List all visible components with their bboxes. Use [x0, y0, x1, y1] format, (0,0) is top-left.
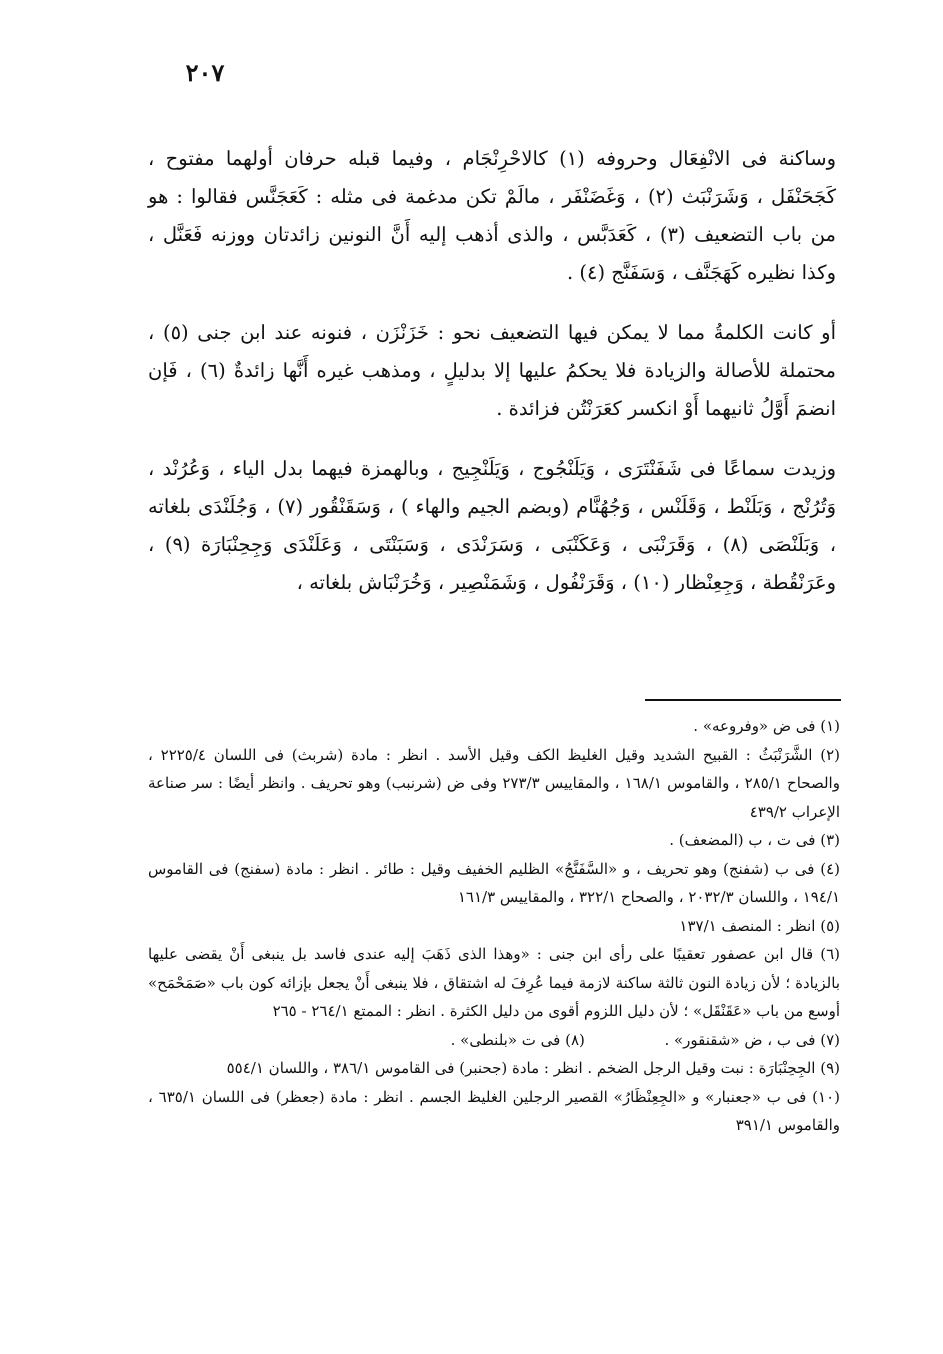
footnote-7-8-line [148, 1026, 840, 1055]
footnote-5: (٥) انظر : المنصف ١٣٧/١ [679, 916, 840, 935]
main-text [148, 140, 836, 624]
paragraph: وزيدت سماعًا فى شَفَنْتَرَى ، وَيَلَنْجُوج ، وَيَلَنْجِيج ، وبالهمزة فيهما بدل الياء ، وَعُرُنْد ، وَتُرُنْج ، وَبَلَنْط ، وَقَلَنْس ، وَجُهُنَّام (وبضم الجيم والهاء ) ، وَسَقَنْقُور (٧) ، وَجُلَنْدَى بلغاته ، وَبَلَنْصَى (٨) ، وَقَرَنْبَى ، وَعَكَنْبَى ، وَسَرَنْدَى ، وَسَبَنْتَى ، وَعَلَنْدَى وَجِحِنْبَارَة (٩) ، وعَرَنْقُطة ، وَجِعِنْظار (١٠) ، وَقَرَنْفُول ، وَشَمَنْصِير ، وَخُرَنْبَاش بلغاته ، [148, 457, 836, 594]
paragraph: وساكنة فى الانْفِعَال وحروفه (١) كالاحْرِنْجَام ، وفيما قبله حرفان أولهما مفتوح ، كَجَحَنْفَل ، وَشَرَنْبَث (٢) ، وَغَضَنْفَر ، مالَمْ تكن مدغمة فى مثله : كَعَجَنَّس فقالوا : هو من باب التضعيف (٣) ، كَعَدَبَّس ، والذى أذهب إليه أَنَّ النونين زائدتان ووزنه فَعَنَّل ، وكذا نظيره كَهَجَنَّف ، وَسَفَنَّج (٤) . [148, 147, 837, 284]
footnote-7: (٧) فى ب ، ض «شقنقور» . [664, 1030, 840, 1049]
footnote-10: (١٠) فى ب «جعنبار» و «الجِعِنْظَارُ» القصير الرجلين الغليظ الجسم . انظر : مادة (جعظر) فى اللسان ٦٣٥/١ ، والقاموس ٣٩١/١ [148, 1087, 841, 1134]
footnote-9: (٩) الجِحِنْبَارَة : نبت وقيل الرجل الضخم . انظر : مادة (جحنبر) فى القاموس ٣٨٦/١ ، واللسان ٥٥٤/١ [226, 1059, 840, 1077]
footnote-4: (٤) فى ب (شفنج) وهو تحريف ، و «السَّفَنَّجُ» الظليم الخفيف وقيل : طائر . انظر : مادة (سفنج) فى القاموس ١٩٤/١ ، واللسان ٢٠٣٢/٣ ، والصحاح ٣٢٢/١ ، والمقاييس ١٦١/٣ [148, 859, 840, 906]
footnote-8: (٨) فى ت «بلنطى» . [450, 1030, 585, 1049]
footnote-divider [645, 699, 841, 701]
footnote-1: (١) فى ض «وفروعه» . [693, 717, 840, 735]
page-number: ٢٠٧ [185, 58, 225, 87]
footnote-3: (٣) فى ت ، ب (المضعف) . [669, 831, 840, 849]
footnotes [148, 712, 840, 1140]
footnote-2: (٢) الشَّرَنْبَثُ : القبيح الشديد وقيل الغليظ الكف وقيل الأسد . انظر : مادة (شربث) فى اللسان ٢٢٢٥/٤ ، والصحاح ٢٨٥/١ ، والقاموس ١٦٨/١ ، والمقاييس ٢٧٣/٣ وفى ض (شرنبب) وهو تحريف . وانظر أيضًا : سر صناعة الإعراب ٤٣٩/٢ [148, 745, 841, 821]
footnote-6: (٦) قال ابن عصفور تعقيبًا على رأى ابن جنى : «وهذا الذى ذَهَبَ إليه عندى فاسد بل ينبغى أَنْ يقضى عليها بالزيادة ؛ لأن زيادة النون ثالثة ساكنة لازمة فيما عُرِفَ له اشتقاق ، فلا ينبغى أَنْ يجعل بإزائه كون باب «صَمَحْمَح» أوسع من باب «عَقَنْقَل» ؛ لأن دليل اللزوم أقوى من دليل الكثرة . انظر : الممتع ٢٦٤/١ - ٢٦٥ [148, 945, 840, 1020]
paragraph: أو كانت الكلمةُ مما لا يمكن فيها التضعيف نحو : خَزَنْزَن ، فنونه عند ابن جنى (٥) ، محتملة للأصالة والزيادة فلا يحكمُ عليها إلا بدليلٍ ، ومذهب غيره أَنَّها زائدةٌ (٦) ، فَإن انضمَ أَوَّلُ ثانيهما أَوْ انكسر كعَرَنْتُن فزائدة . [148, 321, 836, 420]
